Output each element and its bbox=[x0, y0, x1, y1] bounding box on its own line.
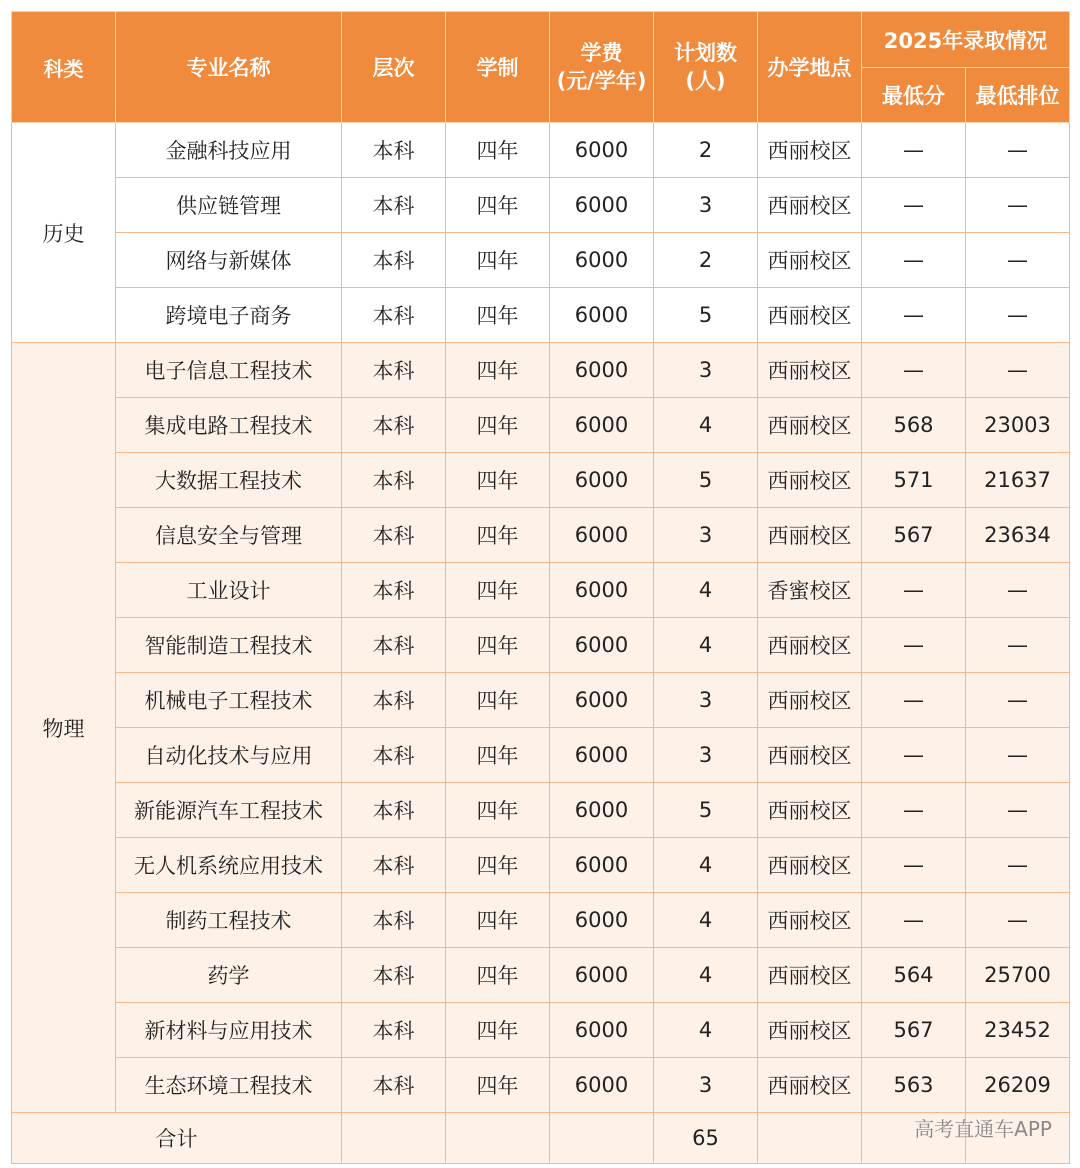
cell-major: 跨境电子商务 bbox=[116, 288, 342, 343]
cell-min-rank: — bbox=[966, 838, 1070, 893]
cell-level: 本科 bbox=[342, 563, 446, 618]
total-empty-level bbox=[342, 1113, 446, 1164]
cell-tuition: 6000 bbox=[550, 508, 654, 563]
total-plan: 65 bbox=[654, 1113, 758, 1164]
cell-duration: 四年 bbox=[446, 893, 550, 948]
cell-plan: 5 bbox=[654, 453, 758, 508]
cell-campus: 西丽校区 bbox=[758, 1058, 862, 1113]
cell-plan: 3 bbox=[654, 1058, 758, 1113]
table-row bbox=[12, 673, 1070, 728]
cell-campus: 香蜜校区 bbox=[758, 563, 862, 618]
category-physics: 物理 bbox=[12, 343, 116, 1113]
cell-duration: 四年 bbox=[446, 728, 550, 783]
table-row bbox=[12, 618, 1070, 673]
cell-level: 本科 bbox=[342, 948, 446, 1003]
header-tuition-line2: (元/学年) bbox=[556, 69, 647, 93]
cell-level: 本科 bbox=[342, 673, 446, 728]
cell-tuition: 6000 bbox=[550, 563, 654, 618]
cell-min-rank: — bbox=[966, 288, 1070, 343]
cell-min-rank: — bbox=[966, 178, 1070, 233]
cell-plan: 4 bbox=[654, 948, 758, 1003]
cell-min-score: — bbox=[862, 728, 966, 783]
cell-duration: 四年 bbox=[446, 838, 550, 893]
header-campus: 办学地点 bbox=[758, 12, 862, 123]
total-row bbox=[12, 1113, 1070, 1164]
cell-campus: 西丽校区 bbox=[758, 453, 862, 508]
cell-major: 新材料与应用技术 bbox=[116, 1003, 342, 1058]
cell-plan: 4 bbox=[654, 618, 758, 673]
cell-major: 电子信息工程技术 bbox=[116, 343, 342, 398]
cell-campus: 西丽校区 bbox=[758, 123, 862, 178]
cell-duration: 四年 bbox=[446, 343, 550, 398]
cell-level: 本科 bbox=[342, 893, 446, 948]
cell-tuition: 6000 bbox=[550, 783, 654, 838]
cell-min-rank: — bbox=[966, 233, 1070, 288]
cell-major: 药学 bbox=[116, 948, 342, 1003]
cell-tuition: 6000 bbox=[550, 343, 654, 398]
admission-plan-table bbox=[11, 11, 1070, 1164]
cell-campus: 西丽校区 bbox=[758, 1003, 862, 1058]
cell-min-score: — bbox=[862, 893, 966, 948]
cell-min-score: — bbox=[862, 233, 966, 288]
cell-level: 本科 bbox=[342, 783, 446, 838]
cell-min-rank: 23634 bbox=[966, 508, 1070, 563]
cell-campus: 西丽校区 bbox=[758, 838, 862, 893]
table-row bbox=[12, 343, 1070, 398]
cell-level: 本科 bbox=[342, 398, 446, 453]
cell-min-score: — bbox=[862, 673, 966, 728]
cell-tuition: 6000 bbox=[550, 948, 654, 1003]
cell-duration: 四年 bbox=[446, 783, 550, 838]
cell-level: 本科 bbox=[342, 453, 446, 508]
cell-plan: 5 bbox=[654, 783, 758, 838]
cell-plan: 3 bbox=[654, 178, 758, 233]
cell-level: 本科 bbox=[342, 838, 446, 893]
cell-min-rank: 23003 bbox=[966, 398, 1070, 453]
cell-level: 本科 bbox=[342, 288, 446, 343]
header-tuition-line1: 学费 bbox=[580, 41, 623, 65]
cell-min-rank: 26209 bbox=[966, 1058, 1070, 1113]
header-min-rank: 最低排位 bbox=[966, 68, 1070, 123]
cell-campus: 西丽校区 bbox=[758, 233, 862, 288]
cell-level: 本科 bbox=[342, 343, 446, 398]
cell-duration: 四年 bbox=[446, 398, 550, 453]
table-row bbox=[12, 453, 1070, 508]
table-header bbox=[12, 12, 1070, 123]
cell-plan: 2 bbox=[654, 123, 758, 178]
cell-min-score: 564 bbox=[862, 948, 966, 1003]
cell-major: 自动化技术与应用 bbox=[116, 728, 342, 783]
cell-duration: 四年 bbox=[446, 123, 550, 178]
cell-campus: 西丽校区 bbox=[758, 893, 862, 948]
header-duration: 学制 bbox=[446, 12, 550, 123]
physics-group bbox=[12, 343, 1070, 1113]
cell-duration: 四年 bbox=[446, 1003, 550, 1058]
header-level: 层次 bbox=[342, 12, 446, 123]
table-row bbox=[12, 728, 1070, 783]
cell-min-score: — bbox=[862, 178, 966, 233]
cell-campus: 西丽校区 bbox=[758, 508, 862, 563]
cell-campus: 西丽校区 bbox=[758, 398, 862, 453]
cell-duration: 四年 bbox=[446, 1058, 550, 1113]
cell-level: 本科 bbox=[342, 618, 446, 673]
cell-plan: 3 bbox=[654, 673, 758, 728]
cell-min-score: 567 bbox=[862, 1003, 966, 1058]
cell-campus: 西丽校区 bbox=[758, 343, 862, 398]
cell-plan: 3 bbox=[654, 728, 758, 783]
header-category: 科类 bbox=[12, 12, 116, 123]
cell-tuition: 6000 bbox=[550, 1003, 654, 1058]
cell-min-score: — bbox=[862, 563, 966, 618]
cell-min-rank: 23452 bbox=[966, 1003, 1070, 1058]
cell-min-score: 571 bbox=[862, 453, 966, 508]
cell-major: 工业设计 bbox=[116, 563, 342, 618]
cell-tuition: 6000 bbox=[550, 233, 654, 288]
cell-min-score: — bbox=[862, 783, 966, 838]
cell-plan: 5 bbox=[654, 288, 758, 343]
cell-min-score: — bbox=[862, 343, 966, 398]
cell-duration: 四年 bbox=[446, 508, 550, 563]
cell-min-score: — bbox=[862, 838, 966, 893]
cell-major: 金融科技应用 bbox=[116, 123, 342, 178]
cell-major: 集成电路工程技术 bbox=[116, 398, 342, 453]
cell-plan: 4 bbox=[654, 1003, 758, 1058]
cell-major: 网络与新媒体 bbox=[116, 233, 342, 288]
total-label: 合计 bbox=[12, 1113, 342, 1164]
cell-major: 制药工程技术 bbox=[116, 893, 342, 948]
cell-tuition: 6000 bbox=[550, 123, 654, 178]
cell-min-rank: — bbox=[966, 893, 1070, 948]
cell-min-score: 563 bbox=[862, 1058, 966, 1113]
cell-level: 本科 bbox=[342, 1003, 446, 1058]
header-plan-line1: 计划数 bbox=[674, 41, 737, 65]
cell-min-rank: — bbox=[966, 563, 1070, 618]
table-row bbox=[12, 893, 1070, 948]
table-row bbox=[12, 783, 1070, 838]
cell-tuition: 6000 bbox=[550, 178, 654, 233]
cell-duration: 四年 bbox=[446, 948, 550, 1003]
cell-min-rank: 25700 bbox=[966, 948, 1070, 1003]
header-min-score: 最低分 bbox=[862, 68, 966, 123]
cell-tuition: 6000 bbox=[550, 673, 654, 728]
cell-duration: 四年 bbox=[446, 453, 550, 508]
total-empty-campus bbox=[758, 1113, 862, 1164]
table-row bbox=[12, 288, 1070, 343]
cell-tuition: 6000 bbox=[550, 453, 654, 508]
header-major: 专业名称 bbox=[116, 12, 342, 123]
cell-duration: 四年 bbox=[446, 563, 550, 618]
cell-duration: 四年 bbox=[446, 178, 550, 233]
cell-tuition: 6000 bbox=[550, 728, 654, 783]
cell-min-rank: — bbox=[966, 783, 1070, 838]
cell-min-rank: — bbox=[966, 618, 1070, 673]
cell-duration: 四年 bbox=[446, 288, 550, 343]
cell-plan: 3 bbox=[654, 343, 758, 398]
cell-plan: 4 bbox=[654, 893, 758, 948]
cell-major: 智能制造工程技术 bbox=[116, 618, 342, 673]
header-plan-line2: (人) bbox=[685, 69, 726, 93]
cell-level: 本科 bbox=[342, 123, 446, 178]
cell-min-score: 567 bbox=[862, 508, 966, 563]
header-tuition bbox=[550, 12, 654, 123]
watermark: 高考直通车APP bbox=[914, 1117, 1052, 1141]
cell-min-rank: — bbox=[966, 728, 1070, 783]
table-row bbox=[12, 838, 1070, 893]
header-admission-group: 2025年录取情况 bbox=[862, 12, 1070, 68]
total-empty-tuition bbox=[550, 1113, 654, 1164]
cell-plan: 2 bbox=[654, 233, 758, 288]
cell-min-rank: — bbox=[966, 123, 1070, 178]
cell-duration: 四年 bbox=[446, 673, 550, 728]
cell-major: 机械电子工程技术 bbox=[116, 673, 342, 728]
cell-major: 生态环境工程技术 bbox=[116, 1058, 342, 1113]
cell-tuition: 6000 bbox=[550, 1058, 654, 1113]
cell-level: 本科 bbox=[342, 233, 446, 288]
cell-campus: 西丽校区 bbox=[758, 618, 862, 673]
history-group bbox=[12, 123, 1070, 343]
table-row bbox=[12, 1058, 1070, 1113]
cell-duration: 四年 bbox=[446, 618, 550, 673]
cell-level: 本科 bbox=[342, 178, 446, 233]
table-row bbox=[12, 1003, 1070, 1058]
table-row bbox=[12, 123, 1070, 178]
cell-campus: 西丽校区 bbox=[758, 948, 862, 1003]
cell-campus: 西丽校区 bbox=[758, 288, 862, 343]
cell-level: 本科 bbox=[342, 728, 446, 783]
cell-duration: 四年 bbox=[446, 233, 550, 288]
cell-min-score: — bbox=[862, 288, 966, 343]
table-row bbox=[12, 948, 1070, 1003]
total-group bbox=[12, 1113, 1070, 1164]
cell-major: 供应链管理 bbox=[116, 178, 342, 233]
cell-major: 无人机系统应用技术 bbox=[116, 838, 342, 893]
table-row bbox=[12, 508, 1070, 563]
table-row bbox=[12, 178, 1070, 233]
cell-campus: 西丽校区 bbox=[758, 673, 862, 728]
cell-tuition: 6000 bbox=[550, 618, 654, 673]
cell-campus: 西丽校区 bbox=[758, 783, 862, 838]
cell-min-score: — bbox=[862, 123, 966, 178]
cell-tuition: 6000 bbox=[550, 838, 654, 893]
category-history: 历史 bbox=[12, 123, 116, 343]
cell-min-rank: — bbox=[966, 343, 1070, 398]
cell-min-score: 568 bbox=[862, 398, 966, 453]
cell-major: 信息安全与管理 bbox=[116, 508, 342, 563]
cell-tuition: 6000 bbox=[550, 288, 654, 343]
total-empty-duration bbox=[446, 1113, 550, 1164]
cell-plan: 4 bbox=[654, 838, 758, 893]
cell-tuition: 6000 bbox=[550, 398, 654, 453]
cell-min-score: — bbox=[862, 618, 966, 673]
cell-level: 本科 bbox=[342, 508, 446, 563]
table-row bbox=[12, 398, 1070, 453]
cell-tuition: 6000 bbox=[550, 893, 654, 948]
cell-level: 本科 bbox=[342, 1058, 446, 1113]
cell-campus: 西丽校区 bbox=[758, 728, 862, 783]
cell-plan: 4 bbox=[654, 398, 758, 453]
cell-plan: 3 bbox=[654, 508, 758, 563]
cell-min-rank: — bbox=[966, 673, 1070, 728]
cell-min-rank: 21637 bbox=[966, 453, 1070, 508]
cell-campus: 西丽校区 bbox=[758, 178, 862, 233]
cell-major: 新能源汽车工程技术 bbox=[116, 783, 342, 838]
table-row bbox=[12, 233, 1070, 288]
cell-major: 大数据工程技术 bbox=[116, 453, 342, 508]
cell-plan: 4 bbox=[654, 563, 758, 618]
header-plan bbox=[654, 12, 758, 123]
table-row bbox=[12, 563, 1070, 618]
